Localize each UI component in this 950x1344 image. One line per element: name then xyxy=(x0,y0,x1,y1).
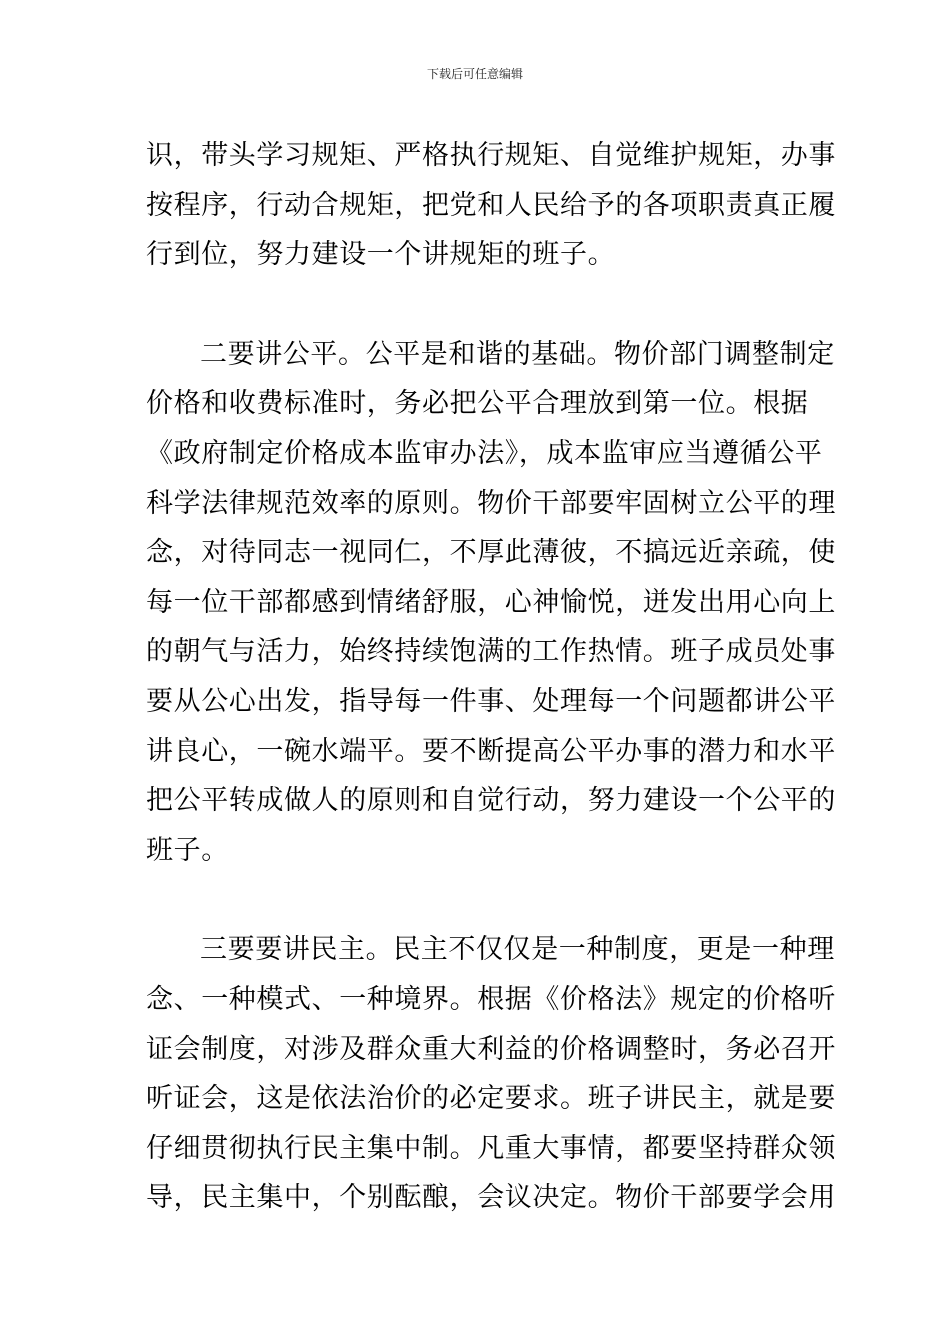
text-line: 讲良心，一碗水端平。要不断提高公平办事的潜力和水平 xyxy=(146,735,836,767)
text-line: 每一位干部都感到情绪舒服，心神愉悦，迸发出用心向上 xyxy=(146,586,836,618)
text-line: 二要讲公平。公平是和谐的基础。物价部门调整制定 xyxy=(200,338,835,370)
text-line: 听证会，这是依法治价的必定要求。班子讲民主，就是要 xyxy=(146,1083,836,1115)
text-line: 念，对待同志一视同仁，不厚此薄彼，不搞远近亲疏，使 xyxy=(146,537,836,569)
paragraph-1 xyxy=(146,131,836,280)
document-body xyxy=(146,131,836,1223)
text-line: 行到位，努力建设一个讲规矩的班子。 xyxy=(146,239,616,271)
paragraph-spacer xyxy=(146,280,806,330)
text-line: 导，民主集中，个别酝酿，会议决定。物价干部要学会用 xyxy=(146,1182,836,1214)
text-line: 识，带头学习规矩、严格执行规矩、自觉维护规矩，办事 xyxy=(146,140,836,171)
text-line: 证会制度，对涉及群众重大利益的价格调整时，务必召开 xyxy=(146,1033,836,1065)
text-line: 仔细贯彻执行民主集中制。凡重大事情，都要坚持群众领 xyxy=(146,1132,836,1164)
paragraph-spacer xyxy=(146,875,806,925)
text-line: 的朝气与活力，始终持续饱满的工作热情。班子成员处事 xyxy=(146,636,836,668)
paragraph-3 xyxy=(146,925,836,1223)
text-line: 《政府制定价格成本监审办法》，成本监审应当遵循公平 xyxy=(146,437,823,469)
text-line: 要从公心出发，指导每一件事、处理每一个问题都讲公平 xyxy=(146,685,836,717)
text-line: 科学法律规范效率的原则。物价干部要牢固树立公平的理 xyxy=(146,487,836,519)
text-line: 按程序，行动合规矩，把党和人民给予的各项职责真正履 xyxy=(146,189,836,221)
text-line: 价格和收费标准时，务必把公平合理放到第一位。根据 xyxy=(146,388,809,420)
text-line: 三要要讲民主。民主不仅仅是一种制度，更是一种理 xyxy=(200,934,835,966)
text-line: 把公平转成做人的原则和自觉行动，努力建设一个公平的 xyxy=(146,785,836,817)
text-line: 班子。 xyxy=(146,834,229,866)
text-line: 念、一种模式、一种境界。根据《价格法》规定的价格听 xyxy=(146,983,836,1015)
page-header-note: 下载后可任意编辑 xyxy=(426,67,523,81)
paragraph-2 xyxy=(146,330,836,876)
